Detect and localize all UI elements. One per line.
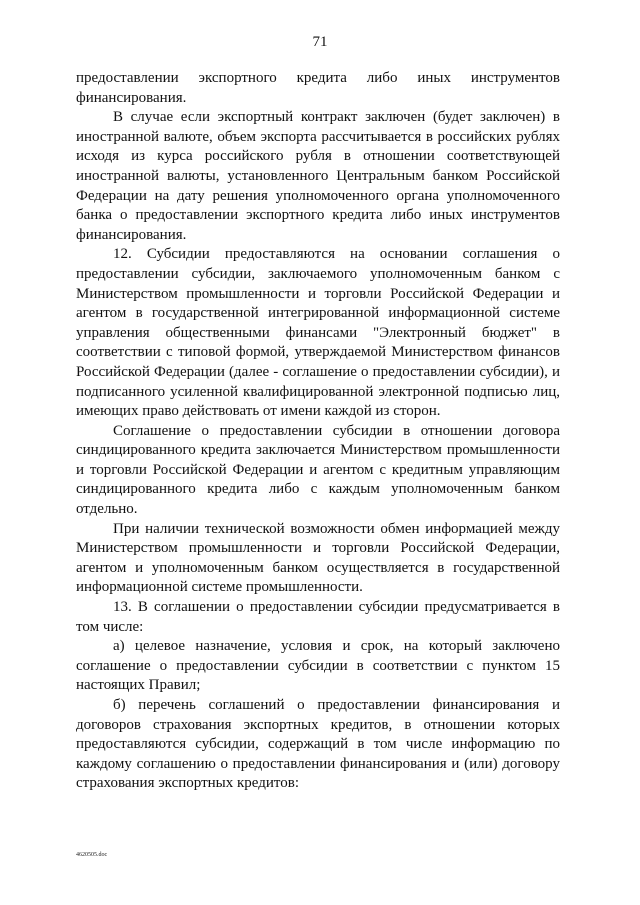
page-number: 71 — [312, 34, 328, 50]
paragraph-continuation: предоставлении экспортного кредита либо иных инструментов финансирования. — [76, 70, 560, 106]
paragraph-subitem-b: б) перечень соглашений о предоставлении финансирования и договоров страхования экспортных кредитов, в отношении которых предоставляются субсидии, содержащий в том числе информацию по каждому соглашению о предоставлении финансирования и (или) договору страхования экспортных кредитов: — [76, 697, 560, 792]
paragraph-syndicated-credit: Соглашение о предоставлении субсидии в отношении договора синдицированного кредита заключается Министерством промышленности и торговли Российской Федерации и агентом с кредитным управляющим синдицированного кредита либо с каждым уполномоченным банком отдельно. — [76, 422, 560, 518]
paragraph-item-12: 12. Субсидии предоставляются на основании соглашения о предоставлении субсидии, заключаемого уполномоченным банком с Министерством промышленности и торговли Российской Федерации и агентом в государственной интегрированной информационной системе управления общественными финансами "Электронный бюджет" в соответствии с типовой формой, утверждаемой Министерством финансов Российской Федерации (далее - соглашение о предоставлении субсидии), и подписанного усиленной квалифицированной электронной подписью лиц, имеющих право действовать от имени каждой из сторон. — [76, 246, 560, 420]
document-filename-footer: 4620505.doc — [76, 852, 108, 858]
paragraph-item-13: 13. В соглашении о предоставлении субсидии предусматривается в том числе: — [76, 599, 560, 635]
document-body — [76, 69, 560, 794]
paragraph-subitem-a: а) целевое назначение, условия и срок, на который заключено соглашение о предоставлении субсидии в соответствии с пунктом 15 настоящих Правил; — [76, 638, 560, 694]
paragraph-information-exchange: При наличии технической возможности обмен информацией между Министерством промышленности и торговли Российской Федерации, агентом и уполномоченным банком осуществляется в государственной информационной системе промышленности. — [76, 520, 560, 596]
paragraph-foreign-currency: В случае если экспортный контракт заключен (будет заключен) в иностранной валюте, объем экспорта рассчитывается в российских рублях исходя из курса российского рубля в отношении соответствующей иностранной валюты, установленного Центральным банком Российской Федерации на дату решения уполномоченного органа уполномоченного банка о предоставлении экспортного кредита либо иных инструментов финансирования. — [76, 109, 560, 243]
